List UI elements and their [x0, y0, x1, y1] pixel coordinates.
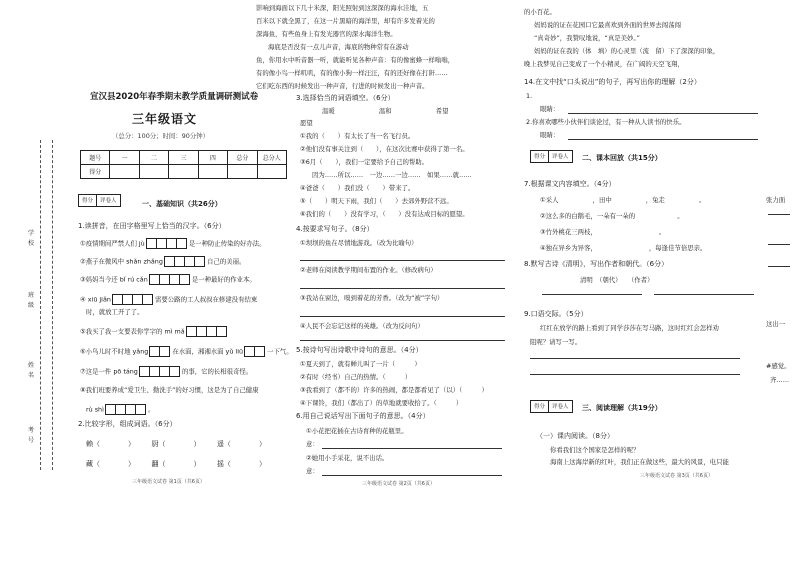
q1-item-4-b: 需要公路的工人叔叔在修建没有结束: [155, 295, 258, 304]
binding-label-class-2: 级: [28, 302, 35, 309]
passage-right-line-4: 妈妈的证在我的（体 填）的心灵里（流 留）下了深深的印象，: [534, 47, 720, 55]
q8-answer-line-1[interactable]: [542, 294, 642, 295]
q7-item-2: [540, 212, 684, 220]
q2-char-6: 摇（: [216, 460, 231, 468]
score-cell[interactable]: [169, 165, 198, 179]
q6-item-1: ①小花把花插在古诗育种的花瓶里。: [306, 427, 408, 435]
passage-line-1: 影响到海面以下几十米深，阳光照射到这深深的海水洼地，五: [256, 4, 429, 12]
q8-stem: 8.默写古诗《清明》，写出作者和朝代。（6分）: [524, 260, 669, 268]
q5-stem: 5.按诗句写出诗歌中诗句的意思。（4分）: [296, 346, 423, 354]
q3-item-0: 愿望: [300, 119, 313, 127]
q1-item-4-a: ④ xiū jiǎn: [80, 295, 111, 304]
edge-line-2: [768, 244, 790, 245]
grader-reviewer-label: 评卷人: [552, 154, 569, 160]
q7-item-3-a: ③竹外桃花三两枝，: [540, 228, 597, 236]
page-3-footer: 三年级语文试卷 第3页（共6页）: [640, 473, 713, 479]
q14-answer-line-1[interactable]: [568, 113, 758, 114]
q3-item-6: ⑤（ ）明天下雨，我们（ ）去郊外野营不远。: [300, 197, 453, 205]
q1-tianzige-6[interactable]: [150, 346, 170, 357]
reading-line-1: 你看我们这个国家是怎样的呢？: [550, 446, 640, 454]
score-cell[interactable]: [257, 165, 286, 179]
q9-answer-line-2[interactable]: [530, 374, 740, 375]
score-cell[interactable]: [198, 165, 227, 179]
edge-line-1: [768, 214, 790, 215]
grader-score-label: 得分: [531, 401, 549, 412]
q7-item-1-c: ，兔走: [645, 196, 665, 204]
binding-label-name: 姓: [28, 362, 35, 369]
q5-item-2: ②有时（经书）自己的热情。（ ）: [300, 373, 412, 381]
q5-item-3: ③我看到了（都不的）许多的热闹，都是都看见了（以）（ ）: [300, 386, 488, 394]
q2-char-1: 赖（: [86, 440, 100, 448]
q2-close: ）: [258, 460, 266, 468]
q3-item-2: ②他们没有事关注到（ ），在这次比赛中获得了第一名。: [300, 145, 469, 153]
score-header-cell: 一: [110, 151, 139, 165]
q1-item-2-a: ②燕子在微风中 shǎn zhǎng: [80, 257, 163, 266]
q2-close: ）: [128, 460, 135, 468]
q1-item-8-end: 。: [147, 405, 155, 414]
q1-item-4-cont: 时，就放工开了了。: [86, 308, 144, 316]
score-row-label: 得分: [81, 165, 110, 179]
q1-item-6: [80, 346, 293, 357]
score-cell[interactable]: [228, 165, 257, 179]
q3-stem: 3.选择恰当的词语填空。（6分）: [296, 94, 395, 102]
binding-label-number-2: 号: [28, 437, 35, 444]
q2-char-2: 厨（: [151, 440, 166, 448]
q14-item-2: 2.你喜欢哪些小伙伴们谈论过，有一种从人读书的快乐。: [526, 118, 686, 126]
q6-answer-line-1[interactable]: [322, 448, 502, 449]
q2-close: ）: [258, 440, 266, 448]
passage-right-line-5: 晚上我梦见自己变成了一个小精灵，在广阔的天空飞翔，: [524, 60, 684, 68]
q1-tianzige-7[interactable]: [245, 346, 265, 357]
binding-fold-line-2: [52, 140, 53, 470]
score-header-cell: 总分: [228, 151, 257, 165]
q7-item-4-a: ④独在异乡为异客，: [540, 244, 597, 252]
passage-right-line-1: 的小百花。: [524, 8, 556, 16]
q3-item-1: ①我的（ ）有太长了当一名飞行员。: [300, 132, 415, 140]
score-header-cell: 三: [169, 151, 198, 165]
q3-option-3: 希望: [435, 107, 449, 115]
section-3-heading: 三、阅读理解（共19分）: [582, 404, 662, 412]
passage-line-6: 有的像小鸟一样叽叽，有的像小狗一样汪汪，有的还好像在打鼾……: [256, 69, 448, 77]
score-cell[interactable]: [139, 165, 168, 179]
reading-line-2: 海南上这海岸新的红叶，我们正在做这些，最大的风景，电只能: [550, 458, 729, 466]
q2-close: ）: [128, 440, 135, 448]
q1-tianzige-4[interactable]: [113, 294, 153, 305]
q7-item-3: [540, 228, 665, 236]
q7-item-4-b: ，每逢佳节倍思亲。: [648, 244, 707, 252]
q2-close: ）: [193, 440, 201, 448]
q5-item-1: ①夏天到了，就有蝉儿叫了一片（ ）: [300, 360, 421, 368]
q1-item-8-pinyin: rù shì: [86, 405, 104, 414]
q1-item-2-b: 自己的美丽。: [207, 257, 246, 266]
q7-stem: 7.根据课文内容填空。（4分）: [524, 180, 616, 188]
binding-label-class: 班: [28, 292, 35, 299]
q3-item-5: ④爸爸（ ）我们没（ ）带来了。: [300, 184, 415, 192]
q1-item-6-a: ⑥小鸟儿时不时地 yǎng: [80, 347, 149, 356]
q7-item-1-d: 。: [699, 196, 706, 204]
q1-item-4: [80, 294, 257, 305]
q1-tianzige-3[interactable]: [150, 274, 190, 285]
q3-item-7: ⑥我们的（ ）没有学习，（ ）没有达成目标的愿望。: [300, 210, 469, 218]
q8-title-line: 清明 （朝代） （作者）: [580, 276, 654, 284]
q6-answer-line-2[interactable]: [322, 475, 502, 476]
q1-item-3-a: ③妈妈当今还 bǐ rú cǎn: [80, 275, 148, 284]
page-1-footer: 三年级语文试卷 第1页（共6页）: [132, 479, 205, 485]
q5-item-4: ④下课铃，我们（都出了）的草地就要收拾了。（ ）: [300, 399, 463, 407]
q9-text-1: 红红在放学的路上看到了同学莎莎在写马路，这时红红会怎样劝: [540, 324, 719, 332]
q4-answer-line-1[interactable]: [300, 260, 505, 261]
q1-item-7-b: 的事，它的长相很奇怪。: [181, 367, 253, 376]
passage-line-2: 百米以下就全黑了，在这一片黑暗的海洋里，却有许多发着光的: [256, 17, 435, 25]
page-1: [72, 0, 293, 561]
q7-item-1-a: ①采人: [540, 196, 559, 204]
score-header-cell: 总分人: [257, 151, 286, 165]
q14-item-1: 1.: [526, 92, 533, 100]
q6-item-2: ②她用小手采花，说不出话。: [306, 454, 389, 462]
q2-char-5: 翻（: [151, 460, 166, 468]
q14-item-1-label: 眼睛：: [540, 105, 560, 113]
q9-text-2: 阻呢？请写一写。: [530, 338, 582, 346]
q2-stem: 2.比较字形，组成词语。（6分）: [78, 420, 177, 428]
edge-fragment-2: 这出一: [766, 320, 786, 328]
q1-tianzige-5[interactable]: [187, 326, 227, 337]
q3-item-4: 因为……所以…… 一边……一边…… 如果……就……: [312, 171, 472, 179]
q14-stem: 14.在文中找“口头说出”的句子，再写出你的理解（2分）: [524, 78, 701, 86]
q14-item-2-label: 眼睛：: [540, 131, 560, 139]
q2-close: ）: [193, 460, 201, 468]
q2-row-2: [86, 460, 266, 469]
q7-item-2-a: ②这么多的白鹅毛，一朵有一朵的: [540, 212, 636, 220]
q1-item-1-b: 是一种防止传染的好办法。: [188, 239, 266, 248]
q1-item-1-a: ①疫情期间严禁人们 jù: [80, 239, 145, 248]
section-1-heading: 一、基础知识（共26分）: [142, 200, 222, 208]
q1-item-6-c: 一下气。: [267, 347, 293, 356]
q1-tianzige-2[interactable]: [165, 256, 205, 267]
passage-line-5: 鱼，你用水中听音器一听，就能听见各种声音：有的像蜜蜂一样嗡嗡，: [256, 56, 455, 64]
grader-score-label: 得分: [79, 195, 97, 206]
score-table-header-row: [81, 151, 287, 165]
q1-item-8: ⑧我们班要养成“爱卫生、勤洗手”的好习惯，这是为了自己健康: [80, 386, 259, 394]
q1-stem: 1.读拼音，在田字格里写上恰当的汉字。（6分）: [78, 222, 226, 230]
q1-item-2: [80, 256, 245, 267]
q4-item-3: ③我站在窗边，嗅到着花的芳香。（改为“被”字句）: [300, 294, 444, 302]
binding-label-school: 学: [28, 230, 35, 237]
q2-char-3: 遥（: [216, 440, 231, 448]
binding-label-number: 考: [28, 427, 35, 434]
grader-box-1: [78, 194, 121, 207]
binding-label-school-2: 校: [28, 240, 35, 247]
passage-right-line-2: 妈妈说的证在花园口它最喜欢到外面的世界去闯荡闯: [534, 21, 681, 29]
q1-item-5: [80, 326, 227, 337]
q4-answer-line-4[interactable]: [300, 340, 505, 341]
score-header-cell: 四: [198, 151, 227, 165]
q9-answer-line-1[interactable]: [530, 358, 740, 359]
passage-line-7: 它们吃东西的时候发出一种声音，行进的时候发出一种声音。: [256, 82, 429, 90]
score-cell[interactable]: [110, 165, 139, 179]
q7-item-1-b: ，田中: [592, 196, 612, 204]
q7-item-1: [540, 196, 705, 204]
q9-stem: 9.口语交际。（5分）: [524, 310, 588, 318]
q1-item-3: [80, 274, 256, 285]
q6-meaning-2: 意：: [306, 467, 319, 475]
grader-reviewer-label: 评卷人: [100, 198, 117, 204]
q3-options: [322, 107, 449, 115]
grader-reviewer-label: 评卷人: [552, 404, 569, 410]
q1-item-7-a: ⑦这是一件 pō táng: [80, 367, 138, 376]
passage-line-4: 海底是否没有一点儿声音，海底的物种常有在游动: [268, 43, 409, 51]
passage-right-line-3: “真奇妙”，我赞叹地说，“真是美妙。”: [534, 34, 640, 42]
q1-tianzige-8[interactable]: [140, 366, 180, 377]
q4-item-4: ④人民不会忘记这样的英雄。（改为反问句）: [300, 322, 424, 330]
q4-item-2: ②老师在阅读教学期间布置的作业。（修改病句）: [300, 266, 437, 274]
edge-fragment-3: #感觉。: [766, 362, 791, 370]
q8-answer-line-2[interactable]: [654, 294, 754, 295]
page-3: [520, 0, 794, 561]
q4-answer-line-3[interactable]: [300, 316, 505, 317]
q1-item-6-b: 在水面，湘湘水面 yǔ liū: [172, 347, 244, 356]
q1-item-5-a: ⑤我买了我一支要表你学字的 mì mǎ: [80, 327, 185, 336]
exam-meta: （总分：100分；时间：90分钟）: [112, 132, 210, 140]
grader-score-label: 得分: [531, 151, 549, 162]
page-2-footer: 三年级语文试卷 第2页（共6页）: [362, 481, 435, 487]
q4-stem: 4.按要求写句子。（8分）: [296, 225, 374, 233]
score-table-score-row: [81, 165, 287, 179]
q1-item-3-b: 是一种最好的作业本。: [191, 275, 256, 284]
q7-item-2-b: 。: [677, 212, 684, 220]
grader-box-2: [530, 150, 573, 163]
q1-tianzige-9[interactable]: [106, 404, 146, 415]
edge-fragment-4: 齐……: [770, 376, 790, 384]
reading-subheading: （一）课内阅读。（8分）: [536, 432, 614, 440]
grader-box-3: [530, 400, 573, 413]
q7-item-3-b: 。: [658, 228, 666, 236]
section-2-heading: 二、课本回放（共15分）: [582, 154, 662, 162]
exam-subject-title: 三年级语文: [132, 112, 198, 126]
q2-char-4: 藏（: [86, 460, 100, 468]
binding-fold-line: [40, 140, 41, 470]
score-header-cell: 题号: [81, 151, 110, 165]
q1-tianzige-1[interactable]: [147, 238, 187, 249]
q6-meaning-1: 意：: [306, 440, 319, 448]
q4-item-1: ①坝坝的鱼在尽情地游戏。（改为比喻句）: [300, 239, 418, 247]
edge-line-3: [768, 266, 790, 267]
q3-option-1: 温暖: [322, 107, 335, 115]
passage-line-3: 深海鱼，有些鱼身上有发光器官的深水海洋生物。: [256, 30, 397, 38]
score-table: [80, 150, 287, 179]
q7-item-4: [540, 244, 706, 252]
q1-item-8-cont: [86, 404, 154, 415]
q3-item-3: ③6月（ ），我们一定要给予自己的帮助。: [300, 158, 429, 166]
q6-stem: 6.用自己说话写出下面句子的意思。（4分）: [296, 412, 430, 420]
q3-option-2: 温和: [378, 107, 392, 115]
q2-row-1: [86, 440, 266, 449]
q1-item-1: [80, 238, 266, 249]
q4-answer-line-2[interactable]: [300, 288, 505, 289]
edge-fragment-1: 张力面: [766, 196, 786, 204]
exam-header-title: 宣汉县2020年春季期末教学质量调研测试卷: [90, 92, 259, 102]
score-header-cell: 二: [139, 151, 168, 165]
q14-answer-line-2[interactable]: [568, 139, 758, 140]
q1-item-7: [80, 366, 252, 377]
binding-label-name-2: 名: [28, 372, 35, 379]
